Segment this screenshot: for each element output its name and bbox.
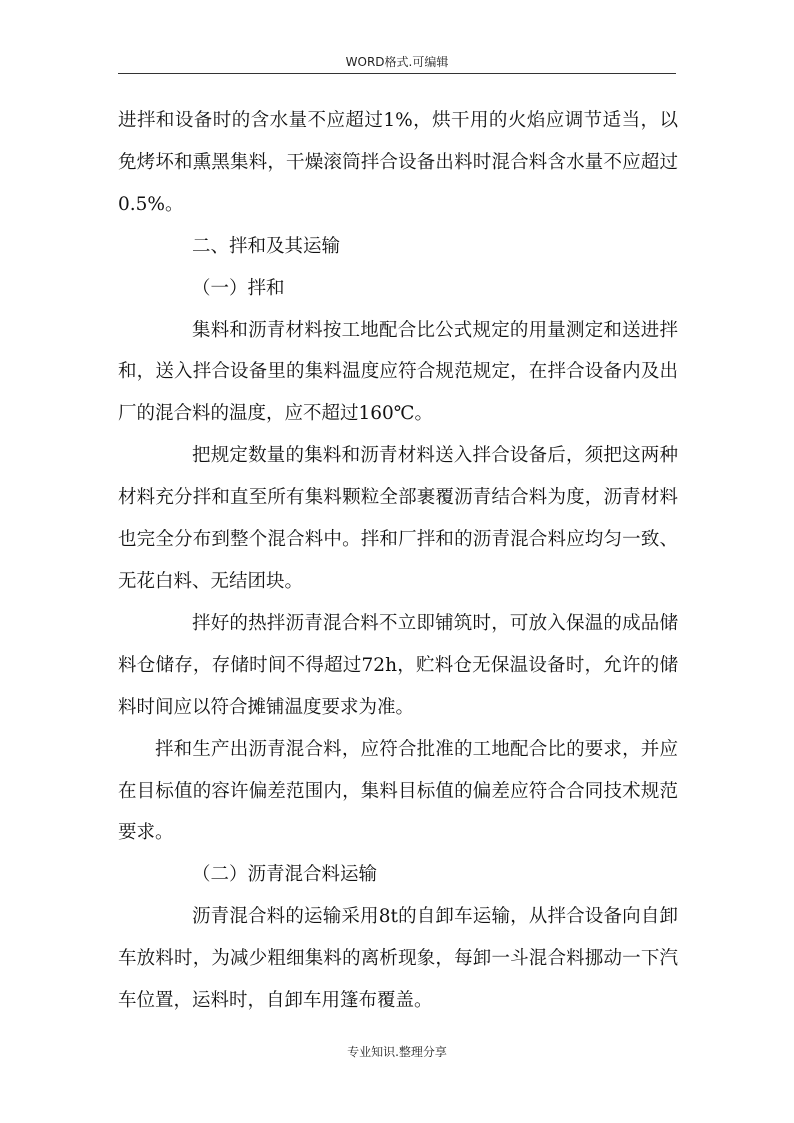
paragraph: 拌好的热拌沥青混合料不立即铺筑时，可放入保温的成品储料仓储存，存储时间不得超过72h，贮料仓无保温设备时，允许的储料时间应以符合摊铺温度要求为准。 xyxy=(118,612,678,718)
footer-text: 专业知识.整理分享 xyxy=(347,1045,447,1059)
paragraph: 拌和生产出沥青混合料，应符合批准的工地配合比的要求，并应在目标值的容许偏差范围内，集料目标值的偏差应符合合同技术规范要求。 xyxy=(118,738,678,844)
subsection-heading: （一）拌和 xyxy=(192,277,285,299)
paragraph: 沥青混合料的运输采用8t的自卸车运输，从拌合设备向自卸车放料时，为减少粗细集料的离析现象，每卸一斗混合料挪动一下汽车位置，运料时，自卸车用篷布覆盖。 xyxy=(118,906,678,1012)
paragraph: 进拌和设备时的含水量不应超过1%，烘干用的火焰应调节适当，以免烤坏和熏黑集料，干燥滚筒拌合设备出料时混合料含水量不应超过0.5%。 xyxy=(118,110,678,215)
section-heading: 二、拌和及其运输 xyxy=(192,235,341,257)
paragraph: 集料和沥青材料按工地配合比公式规定的用量测定和送进拌和，送入拌合设备里的集料温度应符合规范规定，在拌合设备内及出厂的混合料的温度，应不超过160℃。 xyxy=(118,319,678,425)
document-body xyxy=(118,100,678,1022)
paragraph: 把规定数量的集料和沥青材料送入拌合设备后，须把这两种材料充分拌和直至所有集料颗粒全部裹覆沥青结合料为度，沥青材料也完全分布到整个混合料中。拌和厂拌和的沥青混合料应均匀一致、无花白料、无结团块。 xyxy=(118,445,678,592)
header-divider xyxy=(118,73,676,74)
subsection-heading: （二）沥青混合料运输 xyxy=(192,864,378,886)
header-text: WORD格式.可编辑 xyxy=(345,55,449,69)
